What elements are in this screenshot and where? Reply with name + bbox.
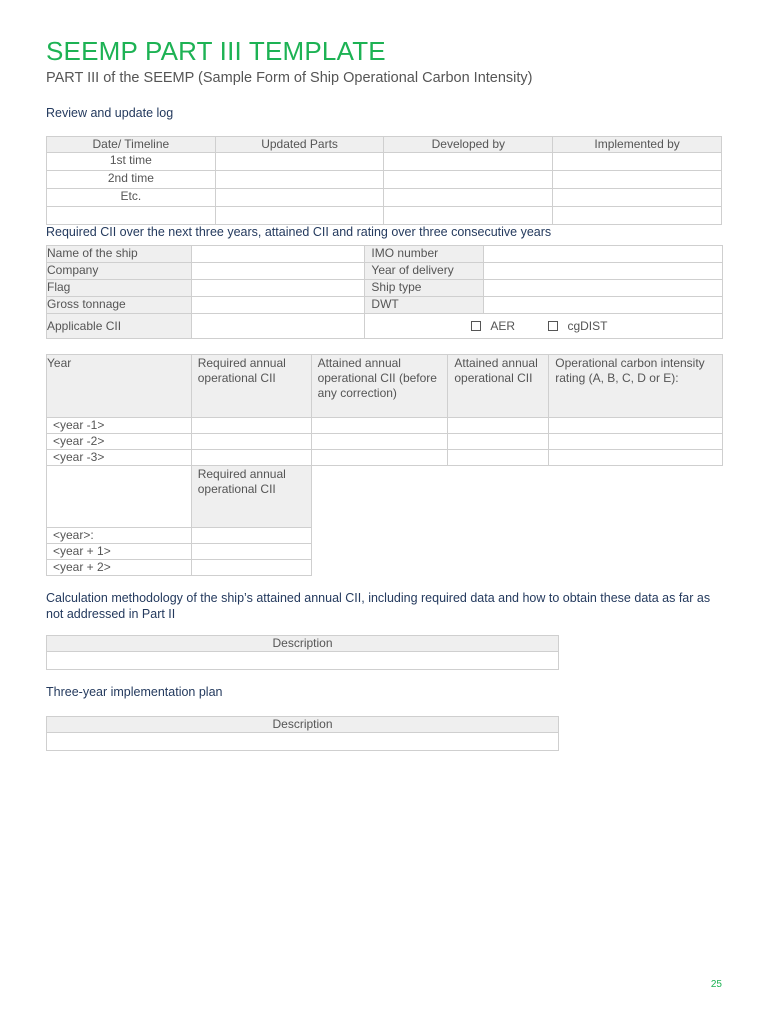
col-attained-cii-before-correction: Attained annual operational CII (before any correction) (311, 355, 448, 418)
ship-type-label: Ship type (365, 280, 484, 297)
year-of-delivery-field[interactable] (484, 263, 723, 280)
table-cell[interactable] (553, 171, 722, 189)
col-updated-parts: Updated Parts (215, 137, 384, 153)
review-row-label: 1st time (47, 153, 216, 171)
dwt-field[interactable] (484, 297, 723, 314)
table-cell[interactable] (448, 434, 549, 450)
name-of-ship-label: Name of the ship (47, 246, 192, 263)
cii-section-heading: Required CII over the next three years, attained CII and rating over three consecutive years (46, 225, 552, 239)
table-cell[interactable] (448, 450, 549, 466)
methodology-description-header: Description (47, 636, 559, 652)
methodology-table (46, 635, 559, 670)
col-required-cii-future: Required annual operational CII (191, 466, 311, 528)
table-row (47, 528, 723, 544)
aer-checkbox[interactable] (471, 321, 481, 331)
plan-description-header: Description (47, 717, 559, 733)
col-year: Year (47, 355, 192, 418)
table-cell[interactable] (553, 207, 722, 225)
table-cell[interactable] (448, 418, 549, 434)
methodology-heading: Calculation methodology of the ship’s attained annual CII, including required data and how to obtain these data as far as not addressed in Part II (46, 591, 711, 621)
implementation-plan-heading: Three-year implementation plan (46, 685, 223, 699)
table-cell[interactable] (549, 418, 723, 434)
name-of-ship-field[interactable] (191, 246, 365, 263)
aer-option[interactable] (471, 319, 515, 333)
table-cell[interactable] (311, 418, 448, 434)
methodology-description-field[interactable] (47, 652, 559, 670)
implementation-plan-table (46, 716, 559, 751)
flag-field[interactable] (191, 280, 365, 297)
future-blank-cell (47, 466, 192, 528)
imo-number-field[interactable] (484, 246, 723, 263)
company-label: Company (47, 263, 192, 280)
table-cell[interactable] (191, 418, 311, 434)
table-cell[interactable] (549, 434, 723, 450)
table-cell[interactable] (311, 450, 448, 466)
table-cell[interactable] (191, 434, 311, 450)
table-row (47, 434, 723, 450)
table-row (47, 189, 722, 207)
page-title: SEEMP PART III TEMPLATE (46, 36, 386, 66)
col-rating: Operational carbon intensity rating (A, B, C, D or E): (549, 355, 723, 418)
cii-options (365, 314, 723, 339)
year-label: <year -2> (47, 434, 192, 450)
cgdist-option[interactable] (548, 319, 607, 333)
table-row (47, 171, 722, 189)
col-implemented-by: Implemented by (553, 137, 722, 153)
table-cell[interactable] (553, 153, 722, 171)
table-cell[interactable] (215, 171, 384, 189)
page-subtitle: PART III of the SEEMP (Sample Form of Ship Operational Carbon Intensity) (46, 70, 533, 86)
imo-number-label: IMO number (365, 246, 484, 263)
table-row (47, 207, 722, 225)
table-cell[interactable] (553, 189, 722, 207)
col-developed-by: Developed by (384, 137, 553, 153)
page-number: 25 (710, 979, 722, 990)
gross-tonnage-label: Gross tonnage (47, 297, 192, 314)
aer-label: AER (490, 318, 516, 333)
applicable-cii-field[interactable] (191, 314, 365, 339)
cii-years-table (46, 354, 723, 576)
cgdist-label: cgDIST (567, 318, 608, 333)
company-field[interactable] (191, 263, 365, 280)
table-cell[interactable] (549, 450, 723, 466)
table-cell[interactable] (384, 207, 553, 225)
table-cell[interactable] (191, 528, 311, 544)
review-log-table (46, 136, 722, 225)
review-row-label (47, 207, 216, 225)
table-row (47, 418, 723, 434)
table-cell[interactable] (191, 544, 311, 560)
table-cell[interactable] (191, 560, 311, 576)
year-label: <year>: (47, 528, 192, 544)
table-row (47, 450, 723, 466)
dwt-label: DWT (365, 297, 484, 314)
table-cell[interactable] (384, 153, 553, 171)
table-cell[interactable] (215, 153, 384, 171)
table-cell[interactable] (191, 450, 311, 466)
table-row (47, 153, 722, 171)
year-label: <year + 2> (47, 560, 192, 576)
table-cell[interactable] (384, 189, 553, 207)
table-cell[interactable] (215, 207, 384, 225)
table-cell[interactable] (215, 189, 384, 207)
col-date-timeline: Date/ Timeline (47, 137, 216, 153)
flag-label: Flag (47, 280, 192, 297)
ship-type-field[interactable] (484, 280, 723, 297)
table-row (47, 560, 723, 576)
year-label: <year -1> (47, 418, 192, 434)
cgdist-checkbox[interactable] (548, 321, 558, 331)
year-label: <year -3> (47, 450, 192, 466)
review-log-heading: Review and update log (46, 106, 174, 120)
table-cell[interactable] (384, 171, 553, 189)
col-attained-cii: Attained annual operational CII (448, 355, 549, 418)
ship-info-table (46, 245, 723, 339)
plan-description-field[interactable] (47, 733, 559, 751)
gross-tonnage-field[interactable] (191, 297, 365, 314)
applicable-cii-label: Applicable CII (47, 314, 192, 339)
review-row-label: 2nd time (47, 171, 216, 189)
year-label: <year + 1> (47, 544, 192, 560)
year-of-delivery-label: Year of delivery (365, 263, 484, 280)
review-row-label: Etc. (47, 189, 216, 207)
col-required-cii: Required annual operational CII (191, 355, 311, 418)
table-row (47, 544, 723, 560)
table-cell[interactable] (311, 434, 448, 450)
